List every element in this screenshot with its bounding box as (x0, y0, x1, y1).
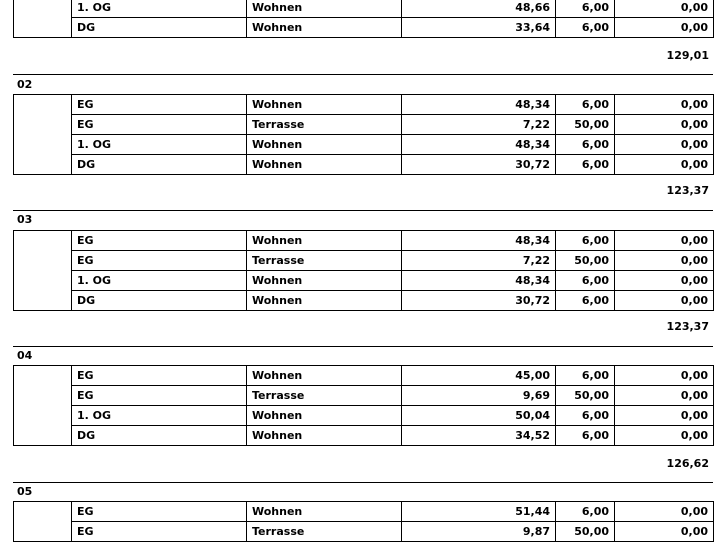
deduction-cell: 0,00 (615, 386, 714, 406)
table-row (14, 115, 714, 135)
factor-cell: 50,00 (556, 386, 615, 406)
deduction-cell: 0,00 (615, 18, 714, 38)
unit-blank-cell (14, 0, 72, 38)
floor-cell: EG (72, 95, 247, 115)
use-cell: Wohnen (247, 95, 402, 115)
area-cell: 30,72 (402, 155, 556, 175)
unit-total: 123,37 (666, 184, 709, 197)
floor-cell: EG (72, 522, 247, 542)
area-cell: 33,64 (402, 18, 556, 38)
unit-table (13, 94, 714, 175)
factor-cell: 50,00 (556, 115, 615, 135)
deduction-cell: 0,00 (615, 115, 714, 135)
table-row (14, 251, 714, 271)
table-row (14, 95, 714, 115)
area-cell: 9,87 (402, 522, 556, 542)
floor-cell: 1. OG (72, 135, 247, 155)
use-cell: Wohnen (247, 406, 402, 426)
unit-number-label: 04 (17, 349, 33, 362)
factor-cell: 6,00 (556, 18, 615, 38)
factor-cell: 6,00 (556, 426, 615, 446)
deduction-cell: 0,00 (615, 522, 714, 542)
area-cell: 50,04 (402, 406, 556, 426)
use-cell: Terrasse (247, 522, 402, 542)
section-divider (13, 482, 713, 483)
deduction-cell: 0,00 (615, 406, 714, 426)
deduction-cell: 0,00 (615, 271, 714, 291)
table-row (14, 291, 714, 311)
factor-cell: 50,00 (556, 251, 615, 271)
floor-cell: 1. OG (72, 271, 247, 291)
factor-cell: 6,00 (556, 271, 615, 291)
unit-table (13, 501, 714, 542)
unit-blank-cell (14, 231, 72, 311)
area-cell: 48,34 (402, 135, 556, 155)
area-cell: 45,00 (402, 366, 556, 386)
floor-cell: EG (72, 231, 247, 251)
unit-table (13, 0, 714, 38)
floor-cell: DG (72, 155, 247, 175)
deduction-cell: 0,00 (615, 0, 714, 18)
use-cell: Wohnen (247, 291, 402, 311)
factor-cell: 6,00 (556, 366, 615, 386)
table-row (14, 426, 714, 446)
table-row (14, 406, 714, 426)
floor-cell: 1. OG (72, 0, 247, 18)
deduction-cell: 0,00 (615, 366, 714, 386)
deduction-cell: 0,00 (615, 502, 714, 522)
unit-blank-cell (14, 502, 72, 542)
use-cell: Wohnen (247, 0, 402, 18)
area-cell: 30,72 (402, 291, 556, 311)
floor-cell: DG (72, 291, 247, 311)
table-row (14, 0, 714, 18)
table-row (14, 271, 714, 291)
section-divider (13, 210, 713, 211)
unit-blank-cell (14, 95, 72, 175)
unit-number-label: 02 (17, 78, 33, 91)
unit-total: 129,01 (666, 49, 709, 62)
factor-cell: 6,00 (556, 406, 615, 426)
table-row (14, 502, 714, 522)
use-cell: Wohnen (247, 366, 402, 386)
floor-cell: EG (72, 502, 247, 522)
section-divider (13, 346, 713, 347)
floor-cell: DG (72, 18, 247, 38)
use-cell: Wohnen (247, 135, 402, 155)
use-cell: Wohnen (247, 271, 402, 291)
use-cell: Terrasse (247, 115, 402, 135)
use-cell: Wohnen (247, 231, 402, 251)
unit-number-label: 03 (17, 213, 33, 226)
floor-cell: DG (72, 426, 247, 446)
table-row (14, 18, 714, 38)
factor-cell: 6,00 (556, 0, 615, 18)
factor-cell: 6,00 (556, 95, 615, 115)
deduction-cell: 0,00 (615, 135, 714, 155)
unit-table (13, 365, 714, 446)
use-cell: Wohnen (247, 155, 402, 175)
area-cell: 48,66 (402, 0, 556, 18)
deduction-cell: 0,00 (615, 155, 714, 175)
area-cell: 34,52 (402, 426, 556, 446)
factor-cell: 6,00 (556, 502, 615, 522)
deduction-cell: 0,00 (615, 291, 714, 311)
table-row (14, 366, 714, 386)
unit-number-label: 05 (17, 485, 33, 498)
area-cell: 51,44 (402, 502, 556, 522)
area-cell: 48,34 (402, 231, 556, 251)
floor-cell: EG (72, 251, 247, 271)
factor-cell: 50,00 (556, 522, 615, 542)
area-cell: 48,34 (402, 95, 556, 115)
unit-blank-cell (14, 366, 72, 446)
deduction-cell: 0,00 (615, 95, 714, 115)
factor-cell: 6,00 (556, 135, 615, 155)
area-cell: 9,69 (402, 386, 556, 406)
area-cell: 48,34 (402, 271, 556, 291)
deduction-cell: 0,00 (615, 426, 714, 446)
deduction-cell: 0,00 (615, 231, 714, 251)
deduction-cell: 0,00 (615, 251, 714, 271)
floor-cell: EG (72, 386, 247, 406)
table-row (14, 135, 714, 155)
table-row (14, 386, 714, 406)
factor-cell: 6,00 (556, 291, 615, 311)
use-cell: Wohnen (247, 426, 402, 446)
section-divider (13, 74, 713, 75)
table-row (14, 231, 714, 251)
floor-cell: 1. OG (72, 406, 247, 426)
unit-total: 123,37 (666, 320, 709, 333)
use-cell: Terrasse (247, 251, 402, 271)
use-cell: Terrasse (247, 386, 402, 406)
factor-cell: 6,00 (556, 155, 615, 175)
floor-cell: EG (72, 115, 247, 135)
unit-total: 126,62 (666, 457, 709, 470)
table-row (14, 522, 714, 542)
unit-table (13, 230, 714, 311)
floor-cell: EG (72, 366, 247, 386)
use-cell: Wohnen (247, 18, 402, 38)
table-row (14, 155, 714, 175)
area-cell: 7,22 (402, 115, 556, 135)
use-cell: Wohnen (247, 502, 402, 522)
factor-cell: 6,00 (556, 231, 615, 251)
area-cell: 7,22 (402, 251, 556, 271)
